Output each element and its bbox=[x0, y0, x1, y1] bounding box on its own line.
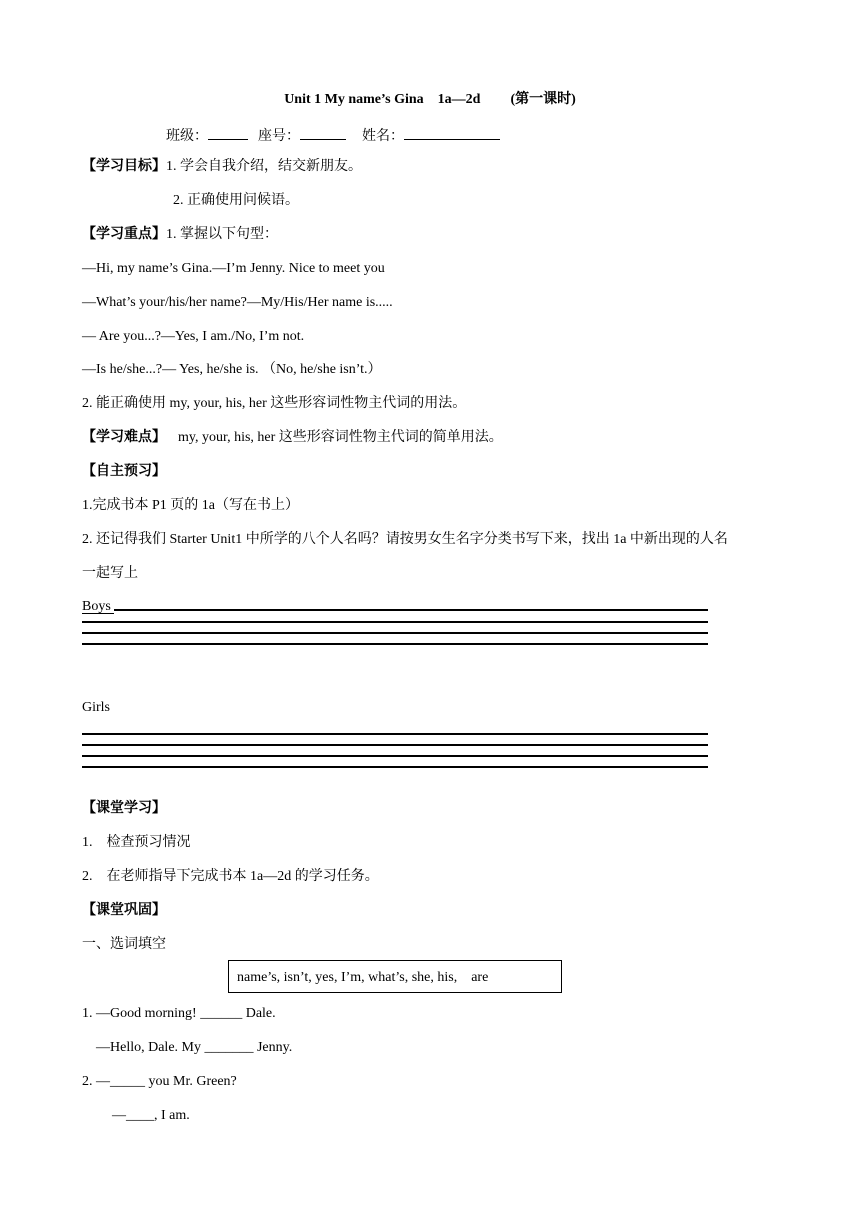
learning-goals bbox=[82, 158, 362, 176]
name-blank[interactable] bbox=[404, 125, 500, 140]
boys-writing-line[interactable] bbox=[82, 643, 708, 645]
word-bank-text: name’s, isn’t, yes, I’m, what’s, she, his, are bbox=[237, 970, 489, 985]
question-1-line-b: —Hello, Dale. My _______ Jenny. bbox=[96, 1040, 293, 1055]
pattern-line: — Are you...?—Yes, I am./No, I’m not. bbox=[82, 329, 305, 344]
key-points-intro: 1. 掌握以下句型： bbox=[166, 227, 278, 242]
boys-writing-line[interactable] bbox=[82, 632, 708, 634]
girls-writing-line[interactable] bbox=[82, 755, 708, 757]
class-blank[interactable] bbox=[208, 125, 248, 140]
key-points-label: 【学习重点】 bbox=[82, 227, 166, 242]
question-2-line-a: 2. —_____ you Mr. Green? bbox=[82, 1074, 237, 1089]
preview-item-1: 1.完成书本 P1 页的 1a（写在书上） bbox=[82, 498, 299, 513]
girls-writing-line[interactable] bbox=[82, 744, 708, 746]
unit-title: Unit 1 My name’s Gina bbox=[284, 92, 424, 107]
classroom-label: 【课堂学习】 bbox=[82, 801, 166, 816]
section-heading: 一、选词填空 bbox=[82, 937, 166, 952]
preview-item-2-cont: 一起写上 bbox=[82, 566, 138, 581]
seat-blank[interactable] bbox=[300, 125, 346, 140]
boys-label-underline bbox=[82, 613, 114, 614]
difficulty-label: 【学习难点】 bbox=[82, 430, 166, 445]
difficulty bbox=[82, 429, 503, 447]
consolidation-label: 【课堂巩固】 bbox=[82, 903, 166, 918]
goal-item-1: 1. 学会自我介绍，结交新朋友。 bbox=[166, 159, 362, 174]
preview-item-2: 2. 还记得我们 Starter Unit1 中所学的八个人名吗？请按男女生名字分类书写下来，找出 1a 中新出现的人名 bbox=[82, 532, 728, 547]
difficulty-text: my, your, his, her 这些形容词性物主代词的简单用法。 bbox=[178, 430, 503, 445]
seat-label: 座号： bbox=[258, 129, 300, 144]
pattern-line: —Is he/she...?— Yes, he/she is. （No, he/she isn’t.） bbox=[82, 362, 382, 377]
question-2-line-b: —____, I am. bbox=[112, 1108, 190, 1123]
key-points bbox=[82, 226, 278, 244]
classroom-item-1: 1. 检查预习情况 bbox=[82, 835, 191, 850]
pattern-line: —Hi, my name’s Gina.—I’m Jenny. Nice to meet you bbox=[82, 261, 385, 276]
word-bank-box bbox=[228, 960, 562, 993]
preview-label: 【自主预习】 bbox=[82, 464, 166, 479]
class-label: 班级： bbox=[166, 129, 208, 144]
name-label: 姓名： bbox=[362, 129, 404, 144]
pattern-line: —What’s your/his/her name?—My/His/Her name is..... bbox=[82, 295, 393, 310]
goals-label: 【学习目标】 bbox=[82, 159, 166, 174]
lesson-number: (第一课时) bbox=[510, 92, 576, 107]
question-1-line-a: 1. —Good morning! ______ Dale. bbox=[82, 1006, 276, 1021]
goal-item-2: 2. 正确使用问候语。 bbox=[173, 193, 299, 208]
key-point-item-2: 2. 能正确使用 my, your, his, her 这些形容词性物主代词的用法。 bbox=[82, 396, 467, 411]
page-title bbox=[0, 91, 860, 109]
boys-writing-line[interactable] bbox=[114, 609, 708, 611]
lesson-range: 1a—2d bbox=[437, 92, 481, 107]
girls-writing-line[interactable] bbox=[82, 733, 708, 735]
girls-label: Girls bbox=[82, 700, 110, 715]
boys-writing-line[interactable] bbox=[82, 621, 708, 623]
classroom-item-2: 2. 在老师指导下完成书本 1a—2d 的学习任务。 bbox=[82, 869, 379, 884]
girls-writing-line[interactable] bbox=[82, 766, 708, 768]
boys-label: Boys bbox=[82, 599, 111, 614]
student-info bbox=[166, 125, 500, 146]
